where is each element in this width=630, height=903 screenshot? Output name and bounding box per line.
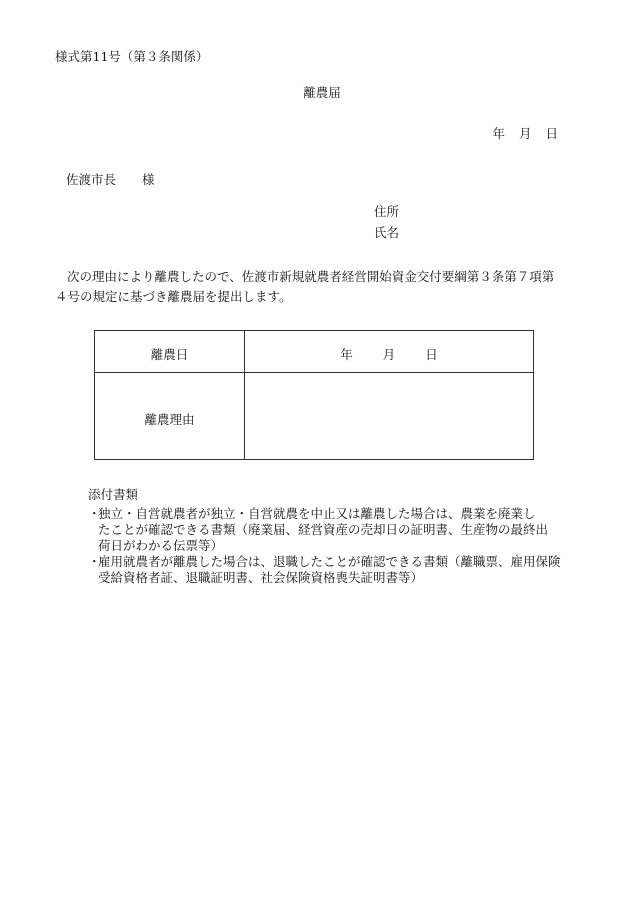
addressee-honorific: 様	[142, 172, 155, 187]
date-year-label: 年	[492, 126, 505, 141]
attachments-title: 添付書類	[88, 487, 139, 502]
withdrawal-date-value[interactable]	[245, 345, 533, 363]
address-label: 住所	[374, 204, 400, 219]
addressee	[66, 174, 155, 187]
attachment-line: 荷日がわかる伝票等）	[98, 538, 224, 553]
attachment-item	[88, 506, 568, 554]
attachment-item	[88, 554, 568, 586]
submission-date	[480, 128, 558, 141]
bullet: ・	[88, 506, 101, 521]
document-title: 離農届	[303, 85, 341, 100]
withdrawal-year-label: 年	[340, 347, 353, 362]
attachments-list	[88, 506, 568, 586]
withdrawal-reason-label: 離農理由	[144, 412, 195, 427]
withdrawal-table	[94, 330, 534, 460]
addressee-name: 佐渡市長	[66, 172, 117, 187]
date-month-label: 月	[518, 126, 532, 141]
attachment-line: 独立・自営就農者が独立・自営就農を中止又は離農した場合は、農業を廃業し	[98, 506, 536, 521]
body-text: 次の理由により離農したので、佐渡市新規就農者経営開始資金交付要綱第３条第７項第４号の規定に基づき離農届を提出します。	[55, 269, 555, 304]
withdrawal-date-label: 離農日	[150, 347, 189, 362]
bullet: ・	[88, 554, 101, 569]
date-day-label: 日	[545, 126, 558, 141]
form-number: 様式第11号（第３条関係）	[55, 49, 209, 64]
attachment-line: たことが確認できる書類（廃業届、経営資産の売却日の証明書、生産物の最終出	[98, 522, 549, 537]
name-label: 氏名	[374, 225, 400, 240]
withdrawal-month-label: 月	[382, 347, 396, 362]
attachment-line: 受給資格者証、退職証明書、社会保険資格喪失証明書等）	[98, 570, 424, 585]
withdrawal-day-label: 日	[425, 347, 438, 362]
attachment-line: 雇用就農者が離農した場合は、退職したことが確認できる書類（離職票、雇用保険	[98, 554, 561, 569]
